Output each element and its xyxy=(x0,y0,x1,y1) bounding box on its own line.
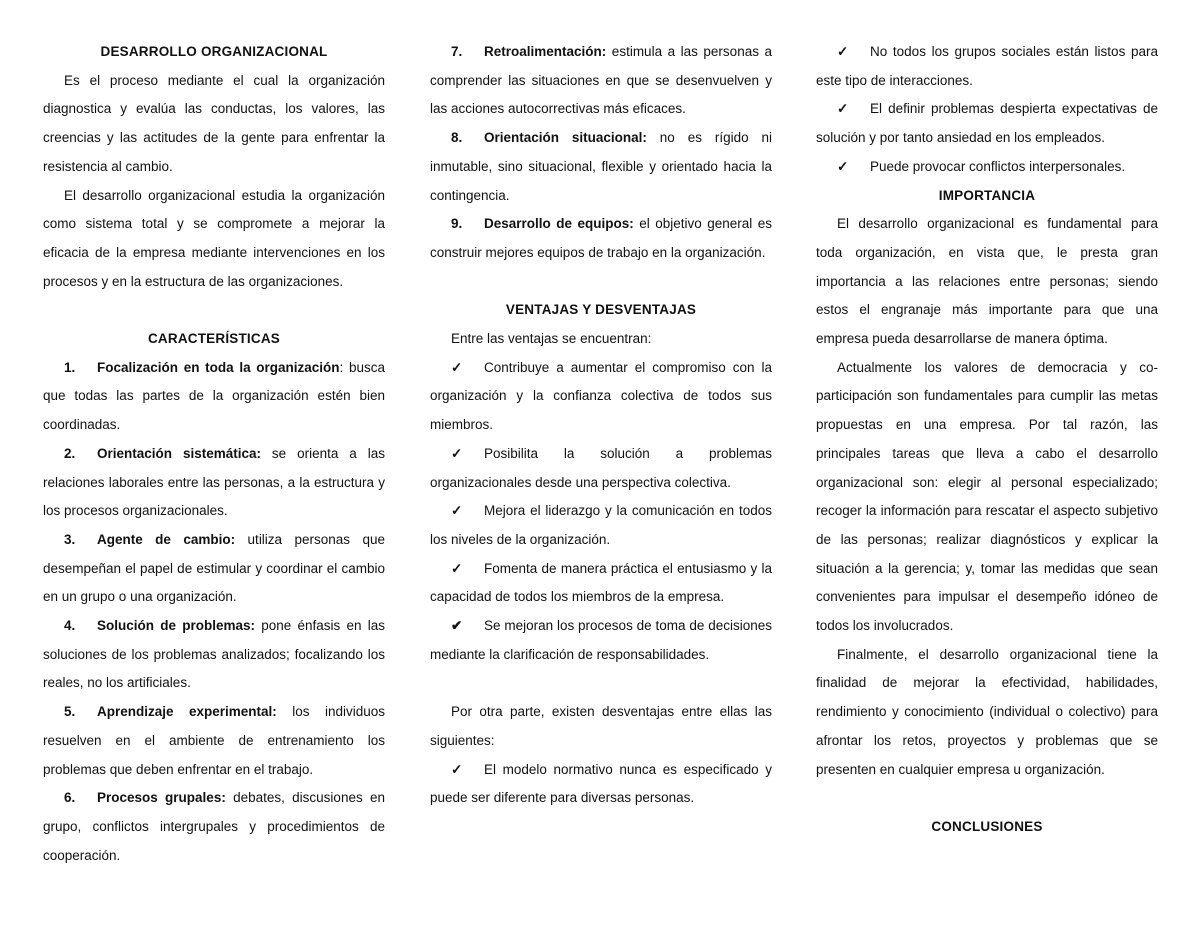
list-item xyxy=(43,354,385,440)
paragraph-definition: Es el proceso mediante el cual la organización diagnostica y evalúa las conductas, los valores, las creencias y las actitudes de la gente para enfrentar la resistencia al cambio. xyxy=(43,72,385,174)
item-term: Focalización en toda la organización xyxy=(97,359,340,375)
item-term: Retroalimentación: xyxy=(484,44,607,59)
list-item xyxy=(430,124,772,210)
disadvantage-item xyxy=(816,38,1158,95)
section-title-ventajas: VENTAJAS Y DESVENTAJAS xyxy=(505,302,697,318)
item-text: : busca que todas las partes de la organización estén bien coordinadas. xyxy=(43,359,385,433)
list-item xyxy=(43,612,385,698)
list-item xyxy=(430,210,772,267)
item-term: Aprendizaje experimental: xyxy=(97,704,277,720)
item-term: Orientación situacional: xyxy=(484,130,647,146)
item-number: 2. xyxy=(64,445,76,461)
item-term: Solución de problemas: xyxy=(97,618,255,634)
checkmark-icon: ✔ xyxy=(451,618,463,634)
section-title-conclusiones: CONCLUSIONES xyxy=(931,818,1043,834)
column-3 xyxy=(816,38,1158,842)
list-item xyxy=(43,698,385,784)
item-term: Orientación sistemática: xyxy=(97,445,261,461)
checkmark-icon: ✓ xyxy=(451,560,463,576)
item-text: no es rígido ni inmutable, sino situacional, flexible y orientado hacia la contingencia. xyxy=(430,130,773,203)
checkmark-icon: ✓ xyxy=(837,158,849,174)
item-text: el objetivo general es construir mejores equipos de trabajo en la organización. xyxy=(430,216,773,260)
item-term: Agente de cambio: xyxy=(97,531,236,547)
section-title-caracteristicas: CARACTERÍSTICAS xyxy=(147,331,280,347)
item-number: 4. xyxy=(64,618,76,634)
item-text: pone énfasis en las soluciones de los problemas analizados; focalizando los reales, no los artificiales. xyxy=(43,618,385,691)
item-term: Desarrollo de equipos: xyxy=(484,216,634,232)
disadvantage-text: El modelo normativo nunca es especificado y puede ser diferente para diversas personas. xyxy=(430,761,772,806)
item-number: 3. xyxy=(64,531,76,547)
checkmark-icon: ✓ xyxy=(837,44,849,59)
advantage-text: Contribuye a aumentar el compromiso con la organización y la confianza colectiva de todos sus miembros. xyxy=(430,359,772,433)
disadvantage-item xyxy=(816,153,1158,182)
advantages-intro: Entre las ventajas se encuentran: xyxy=(451,331,652,347)
disadvantages-intro: Por otra parte, existen desventajas entre ellas las siguientes: xyxy=(430,704,772,748)
item-number: 5. xyxy=(64,704,76,720)
advantage-text: Fomenta de manera práctica el entusiasmo y la capacidad de todos los miembros de la empresa. xyxy=(430,560,772,605)
paragraph-importance-2: Actualmente los valores de democracia y co-participación son fundamentales para cumplir las metas propuestas en una empresa. Por tal razón, las principales tareas que lleva a cabo el desarrollo organizacional son: elegir al personal especializado; recoger la información para rescatar el aspecto subjetivo de las personas; realizar diagnósticos y explicar la situación a la gerencia; y, tomar las medidas que sean convenientes para impulsar el desempeño idóneo de todos los involucrados. xyxy=(816,359,1158,634)
checkmark-icon: ✓ xyxy=(837,101,849,117)
disadvantage-text: Puede provocar conflictos interpersonales. xyxy=(870,158,1126,174)
item-text: los individuos resuelven en el ambiente de entrenamiento los problemas que deben enfrentar en el trabajo. xyxy=(43,704,385,777)
paragraph-importance-3: Finalmente, el desarrollo organizacional tiene la finalidad de mejorar la efectividad, habilidades, rendimiento y conocimiento (individual o colectivo) para afrontar los retos, proyectos y problemas que se presenten en cualquier empresa u organización. xyxy=(816,646,1158,777)
advantage-item xyxy=(430,612,772,669)
spacer xyxy=(43,296,385,325)
advantage-text: Mejora el liderazgo y la comunicación en todos los niveles de la organización. xyxy=(430,503,772,547)
advantage-item xyxy=(430,354,772,440)
disadvantage-text: No todos los grupos sociales están listos para este tipo de interacciones. xyxy=(816,44,1158,88)
advantage-text: Posibilita la solución a problemas organizacionales desde una perspectiva colectiva. xyxy=(430,445,772,490)
list-item xyxy=(43,526,385,612)
paragraph-scope: El desarrollo organizacional estudia la organización como sistema total y se compromete a mejorar la eficacia de la empresa mediante intervenciones en los procesos y en la estructura de las organizaciones. xyxy=(43,187,385,289)
item-number: 6. xyxy=(64,790,76,806)
list-item xyxy=(430,38,772,124)
item-text: se orienta a las relaciones laborales entre las personas, a la estructura y los procesos organizacionales. xyxy=(43,445,385,519)
disadvantage-item xyxy=(816,95,1158,152)
item-text: estimula a las personas a comprender las situaciones en que se desenvuelven y las acciones autocorrectivas más eficaces. xyxy=(430,44,772,117)
item-number: 1. xyxy=(64,359,76,375)
item-term: Procesos grupales: xyxy=(97,790,226,806)
checkmark-icon: ✓ xyxy=(451,761,463,777)
checkmark-icon: ✓ xyxy=(451,445,463,461)
item-number: 9. xyxy=(451,216,463,232)
item-number: 7. xyxy=(451,44,463,59)
advantage-item xyxy=(430,497,772,554)
column-1 xyxy=(43,38,385,870)
column-2 xyxy=(430,38,772,813)
paragraph-importance-1: El desarrollo organizacional es fundamental para toda organización, en vista que, le presta gran importancia a las relaciones entre personas; siendo estos el engranaje más importante para que una empresa pueda desarrollarse de manera óptima. xyxy=(816,216,1158,347)
item-number: 8. xyxy=(451,130,463,146)
spacer xyxy=(816,784,1158,813)
section-title-importancia: IMPORTANCIA xyxy=(938,187,1036,203)
advantage-item xyxy=(430,555,772,612)
checkmark-icon: ✓ xyxy=(451,503,463,519)
list-item xyxy=(43,440,385,526)
item-text: debates, discusiones en grupo, conflictos intergrupales y procedimientos de cooperación. xyxy=(43,790,385,863)
spacer xyxy=(430,669,772,698)
section-title-desarrollo: DESARROLLO ORGANIZACIONAL xyxy=(100,44,328,59)
spacer xyxy=(430,268,772,297)
item-text: utiliza personas que desempeñan el papel de estimular y coordinar el cambio en un grupo o una organización. xyxy=(43,531,385,605)
checkmark-icon: ✓ xyxy=(451,359,463,375)
advantage-item xyxy=(430,440,772,497)
advantage-text: Se mejoran los procesos de toma de decisiones mediante la clarificación de responsabilidades. xyxy=(430,618,772,662)
list-item xyxy=(43,784,385,870)
disadvantage-text: El definir problemas despierta expectativas de solución y por tanto ansiedad en los empleados. xyxy=(816,101,1158,146)
disadvantage-item xyxy=(430,756,772,813)
